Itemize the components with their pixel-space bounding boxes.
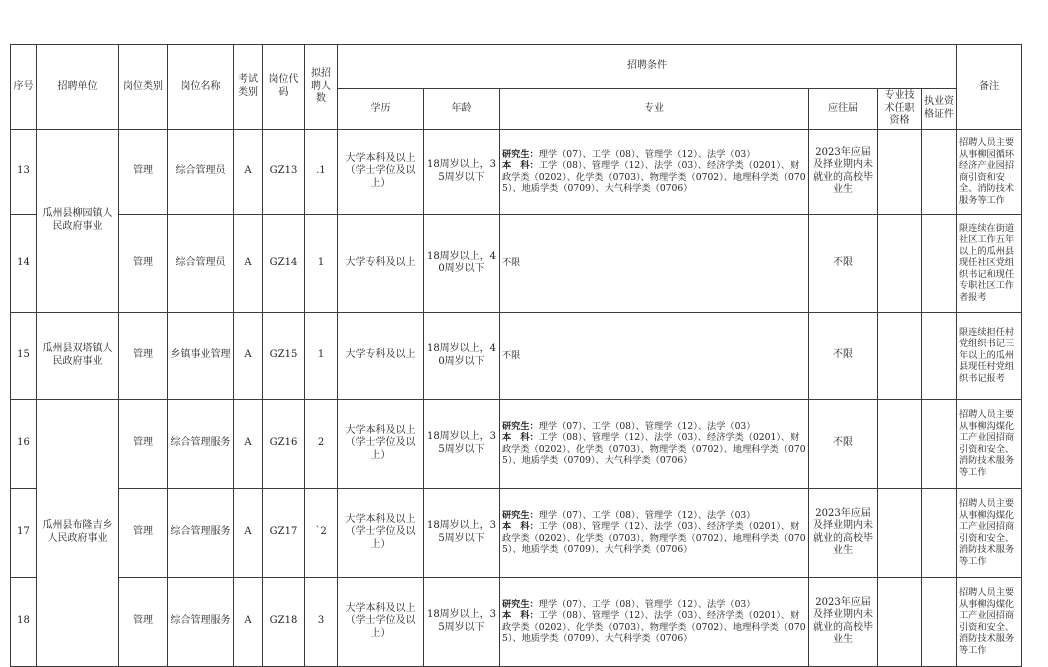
header-unit: 招聘单位 — [37, 45, 119, 130]
unit-cell: 瓜州县布隆吉乡人民政府事业 — [37, 399, 119, 666]
undergrad-label: 本 科： — [502, 610, 539, 621]
undergrad-majors: 工学（08）、管理学（12）、法学（03）、经济学类（0201）、财政学类（0202）、化学类（0703）、物理学类（0702）、地理科学类（0705）、地质学类（0709）、大气科学类（0706） — [502, 521, 806, 555]
tech-cert-cell — [878, 577, 922, 666]
unit-cell: 瓜州县双塔镇人民政府事业 — [37, 312, 119, 399]
header-age: 年龄 — [424, 89, 500, 130]
exam-type-cell: A — [234, 399, 263, 488]
license-cell — [922, 214, 957, 312]
education-cell: 大学本科及以上（学士学位及以上） — [338, 488, 424, 577]
graduate-label: 研究生： — [502, 420, 539, 432]
tech-cert-cell — [878, 488, 922, 577]
undergrad-majors: 工学（08）、管理学（12）、法学（03）、经济学类（0201）、财政学类（0202）、化学类（0703）、物理学类（0702）、地理科学类（0705）、地质学类（0709）、大气科学类（0706） — [502, 432, 806, 466]
header-row — [11, 45, 1022, 89]
exam-type-cell: A — [234, 577, 263, 666]
table-row — [11, 577, 1022, 666]
major-cell — [500, 129, 809, 214]
post-code-cell: GZ15 — [263, 312, 305, 399]
license-cell — [922, 312, 957, 399]
age-cell: 18周岁以上，35周岁以下 — [424, 577, 500, 666]
post-type-cell: 管理 — [119, 488, 168, 577]
table-row — [11, 214, 1022, 312]
post-code-cell: GZ14 — [263, 214, 305, 312]
graduates-cell: 2023年应届及择业期内未就业的高校毕业生 — [809, 129, 878, 214]
graduate-majors: 理学（07）、工学（08）、管理学（12）、法学（03） — [538, 598, 756, 610]
unit-cell: 瓜州县柳园镇人民政府事业 — [37, 129, 119, 312]
undergrad-label: 本 科： — [502, 432, 539, 443]
header-graduates: 应往届 — [809, 89, 878, 130]
tech-cert-cell — [878, 129, 922, 214]
header-remark: 备注 — [957, 45, 1022, 130]
remark-cell: 限连续在街道社区工作五年以上的瓜州县现任社区党组织书记和现任专职社区工作者报考 — [957, 214, 1022, 312]
exam-type-cell: A — [234, 214, 263, 312]
major-cell — [500, 399, 809, 488]
post-code-cell: GZ17 — [263, 488, 305, 577]
undergrad-label: 本 科： — [502, 521, 539, 532]
post-name-cell: 综合管理服务 — [168, 488, 234, 577]
count-cell: 1 — [305, 312, 338, 399]
graduate-label: 研究生： — [502, 598, 539, 610]
table-row — [11, 312, 1022, 399]
graduates-cell: 2023年应届及择业期内未就业的高校毕业生 — [809, 488, 878, 577]
seq-cell: 17 — [11, 488, 37, 577]
undergrad-majors: 工学（08）、管理学（12）、法学（03）、经济学类（0201）、财政学类（0202）、化学类（0703）、物理学类（0702）、地理科学类（0705）、地质学类（0709）、大气科学类（0706） — [502, 160, 806, 194]
tech-cert-cell — [878, 312, 922, 399]
seq-cell: 13 — [11, 129, 37, 214]
post-type-cell: 管理 — [119, 399, 168, 488]
post-type-cell: 管理 — [119, 312, 168, 399]
graduate-majors: 理学（07）、工学（08）、管理学（12）、法学（03） — [538, 148, 756, 160]
seq-cell: 15 — [11, 312, 37, 399]
age-cell: 18周岁以上，35周岁以下 — [424, 488, 500, 577]
education-cell: 大学专科及以上 — [338, 312, 424, 399]
count-cell: .1 — [305, 129, 338, 214]
table-row — [11, 129, 1022, 214]
major-cell: 不限 — [500, 312, 809, 399]
graduates-cell: 2023年应届及择业期内未就业的高校毕业生 — [809, 577, 878, 666]
post-code-cell: GZ18 — [263, 577, 305, 666]
education-cell: 大学专科及以上 — [338, 214, 424, 312]
post-type-cell: 管理 — [119, 214, 168, 312]
count-cell: 3 — [305, 577, 338, 666]
age-cell: 18周岁以上，40周岁以下 — [424, 214, 500, 312]
remark-cell: 招聘人员主要从事柳沟煤化工产业园招商引资和安全、消防技术服务等工作 — [957, 488, 1022, 577]
graduate-label: 研究生： — [502, 509, 539, 521]
seq-cell: 16 — [11, 399, 37, 488]
exam-type-cell: A — [234, 129, 263, 214]
seq-cell: 18 — [11, 577, 37, 666]
graduates-cell: 不限 — [809, 399, 878, 488]
license-cell — [922, 488, 957, 577]
post-type-cell: 管理 — [119, 577, 168, 666]
post-name-cell: 综合管理员 — [168, 129, 234, 214]
undergrad-majors: 工学（08）、管理学（12）、法学（03）、经济学类（0201）、财政学类（0202）、化学类（0703）、物理学类（0702）、地理科学类（0705）、地质学类（0709）、大气科学类（0706） — [502, 610, 806, 644]
graduates-cell: 不限 — [809, 312, 878, 399]
graduate-majors: 理学（07）、工学（08）、管理学（12）、法学（03） — [538, 509, 756, 521]
age-cell: 18周岁以上，35周岁以下 — [424, 129, 500, 214]
table-row — [11, 488, 1022, 577]
major-cell: 不限 — [500, 214, 809, 312]
header-conditions: 招聘条件 — [338, 45, 957, 89]
table-row — [11, 399, 1022, 488]
graduate-label: 研究生： — [502, 148, 539, 160]
post-name-cell: 乡镇事业管理 — [168, 312, 234, 399]
license-cell — [922, 577, 957, 666]
post-name-cell: 综合管理员 — [168, 214, 234, 312]
remark-cell: 招聘人员主要从事柳沟煤化工产业园招商引资和安全、消防技术服务等工作 — [957, 577, 1022, 666]
age-cell: 18周岁以上，40周岁以下 — [424, 312, 500, 399]
header-exam-type: 考试类别 — [234, 45, 263, 130]
post-code-cell: GZ16 — [263, 399, 305, 488]
age-cell: 18周岁以上，35周岁以下 — [424, 399, 500, 488]
header-post-type: 岗位类别 — [119, 45, 168, 130]
post-type-cell: 管理 — [119, 129, 168, 214]
header-post-name: 岗位名称 — [168, 45, 234, 130]
remark-cell: 限连续担任村党组织书记三年以上的瓜州县现任村党组织书记报考 — [957, 312, 1022, 399]
header-license: 执业资格证件 — [922, 89, 957, 130]
tech-cert-cell — [878, 214, 922, 312]
header-education: 学历 — [338, 89, 424, 130]
exam-type-cell: A — [234, 312, 263, 399]
count-cell: `2 — [305, 488, 338, 577]
major-cell — [500, 577, 809, 666]
license-cell — [922, 399, 957, 488]
header-tech-cert: 专业技术任职资格 — [878, 89, 922, 130]
undergrad-label: 本 科： — [502, 160, 539, 171]
post-name-cell: 综合管理服务 — [168, 577, 234, 666]
education-cell: 大学本科及以上（学士学位及以上） — [338, 129, 424, 214]
header-major: 专业 — [500, 89, 809, 130]
graduate-majors: 理学（07）、工学（08）、管理学（12）、法学（03） — [538, 420, 756, 432]
major-cell — [500, 488, 809, 577]
exam-type-cell: A — [234, 488, 263, 577]
remark-cell: 招聘人员主要从事柳沟煤化工产业园招商引资和安全、消防技术服务等工作 — [957, 399, 1022, 488]
education-cell: 大学本科及以上（学士学位及以上） — [338, 577, 424, 666]
header-count: 拟招聘人数 — [305, 45, 338, 130]
graduates-cell: 不限 — [809, 214, 878, 312]
education-cell: 大学本科及以上（学士学位及以上） — [338, 399, 424, 488]
recruitment-table — [10, 44, 1022, 667]
count-cell: 1 — [305, 214, 338, 312]
count-cell: 2 — [305, 399, 338, 488]
license-cell — [922, 129, 957, 214]
tech-cert-cell — [878, 399, 922, 488]
header-seq: 序号 — [11, 45, 37, 130]
seq-cell: 14 — [11, 214, 37, 312]
post-name-cell: 综合管理服务 — [168, 399, 234, 488]
header-post-code: 岗位代码 — [263, 45, 305, 130]
remark-cell: 招聘人员主要从事柳园循环经济产业园招商引资和安全、消防技术服务等工作 — [957, 129, 1022, 214]
post-code-cell: GZ13 — [263, 129, 305, 214]
